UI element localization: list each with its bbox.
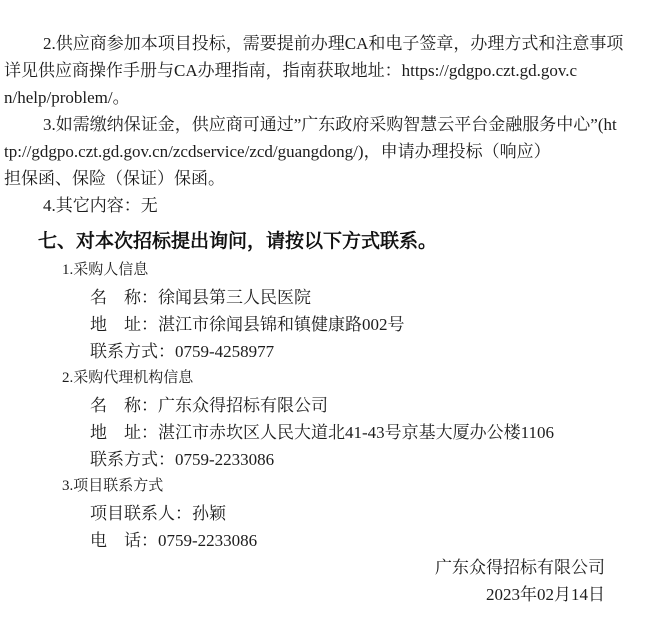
agency-info-group xyxy=(4,365,626,473)
paragraph-line: 详见供应商操作手册与CA办理指南，指南获取地址：https://gdgpo.czt.gd.gov.c xyxy=(4,61,578,80)
field-value: 0759-2233086 xyxy=(175,450,275,469)
info-row-project-phone xyxy=(90,527,626,554)
field-value: 湛江市徐闻县锦和镇健康路002号 xyxy=(158,315,405,334)
deposit-notice-paragraph xyxy=(4,111,626,192)
group-title: 3.项目联系方式 xyxy=(62,478,164,494)
paragraph-line: tp://gdgpo.czt.gd.gov.cn/zcdservice/zcd/guangdong/)，申请办理投标（响应） xyxy=(4,142,551,161)
field-label: 名 称： xyxy=(90,396,158,415)
signature-block xyxy=(4,554,626,608)
info-row-agency-address xyxy=(90,419,626,446)
info-row-purchaser-name xyxy=(90,284,626,311)
field-label: 地 址： xyxy=(90,423,158,442)
field-label: 电 话： xyxy=(90,531,158,550)
project-contact-group xyxy=(4,473,626,554)
field-value: 徐闻县第三人民医院 xyxy=(158,288,311,307)
field-label: 联系方式： xyxy=(90,450,175,469)
info-row-agency-name xyxy=(90,392,626,419)
paragraph-line: 4.其它内容：无 xyxy=(43,196,158,215)
info-row-purchaser-address xyxy=(90,311,626,338)
field-value: 湛江市赤坎区人民大道北41-43号京基大厦办公楼1106 xyxy=(158,423,555,442)
group-title: 1.采购人信息 xyxy=(62,262,149,278)
section-7-heading: 七、对本次招标提出询问，请按以下方式联系。 xyxy=(38,231,438,252)
paragraph-line: 3.如需缴纳保证金，供应商可通过”广东政府采购智慧云平台金融服务中心”(ht xyxy=(43,115,617,134)
paragraph-line: 担保函、保险（保证）保函。 xyxy=(4,169,225,188)
ca-notice-paragraph xyxy=(4,30,626,111)
field-label: 项目联系人： xyxy=(90,504,192,523)
purchaser-info-group xyxy=(4,257,626,365)
signature-company: 广东众得招标有限公司 xyxy=(435,558,605,577)
info-row-agency-phone xyxy=(90,446,626,473)
group-title: 2.采购代理机构信息 xyxy=(62,370,194,386)
field-value: 0759-4258977 xyxy=(175,342,275,361)
field-value: 孙颖 xyxy=(192,504,226,523)
signature-date: 2023年02月14日 xyxy=(486,585,605,604)
paragraph-line: 2.供应商参加本项目投标，需要提前办理CA和电子签章，办理方式和注意事项 xyxy=(43,34,624,53)
field-value: 0759-2233086 xyxy=(158,531,258,550)
field-label: 名 称： xyxy=(90,288,158,307)
info-row-purchaser-phone xyxy=(90,338,626,365)
paragraph-line: n/help/problem/。 xyxy=(4,88,130,107)
other-content-paragraph xyxy=(4,192,626,219)
field-value: 广东众得招标有限公司 xyxy=(158,396,328,415)
field-label: 联系方式： xyxy=(90,342,175,361)
info-row-project-contact-person xyxy=(90,500,626,527)
field-label: 地 址： xyxy=(90,315,158,334)
